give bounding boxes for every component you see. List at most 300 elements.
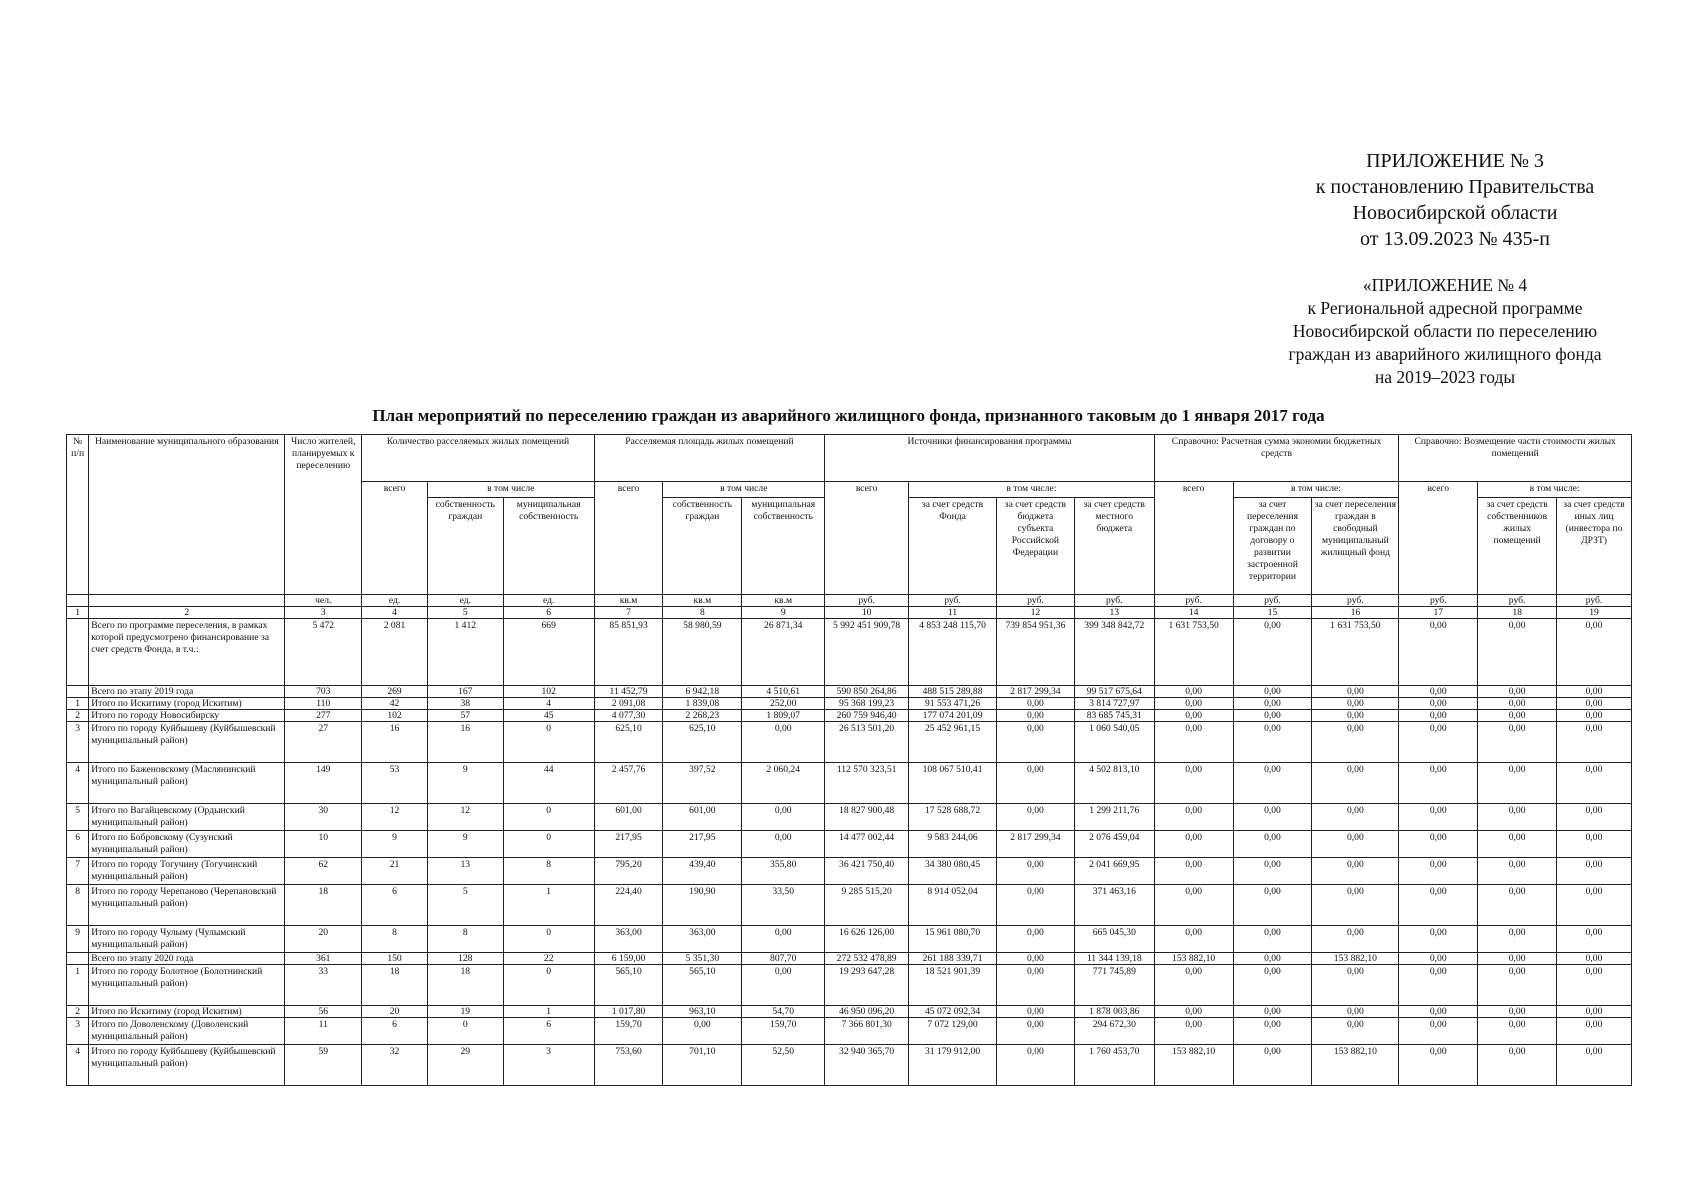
row-value-cell: 54,70 bbox=[742, 1006, 825, 1018]
econ-free-header: за счет переселения граждан в свободный муниципальный жилищный фонд bbox=[1312, 498, 1399, 595]
row-value-cell: 128 bbox=[427, 953, 503, 965]
row-value-cell: 0,00 bbox=[1312, 763, 1399, 804]
row-value-cell: 0,00 bbox=[1557, 710, 1632, 722]
row-value-cell: 252,00 bbox=[742, 698, 825, 710]
table-row bbox=[67, 1018, 1632, 1045]
row-value-cell: 0 bbox=[503, 722, 594, 763]
row-value-cell: 16 bbox=[362, 722, 428, 763]
row-value-cell: 0,00 bbox=[997, 763, 1075, 804]
row-name-cell: Итого по городу Новосибирску bbox=[89, 710, 285, 722]
row-number-cell: 7 bbox=[67, 858, 89, 885]
row-value-cell: 2 817 299,34 bbox=[997, 831, 1075, 858]
unit-cell: руб. bbox=[1478, 595, 1557, 607]
row-value-cell: 601,00 bbox=[594, 804, 663, 831]
row-value-cell: 108 067 510,41 bbox=[909, 763, 997, 804]
row-value-cell: 159,70 bbox=[742, 1018, 825, 1045]
row-value-cell: 0,00 bbox=[1233, 710, 1312, 722]
row-value-cell: 99 517 675,64 bbox=[1074, 686, 1154, 698]
row-number-cell: 5 bbox=[67, 804, 89, 831]
column-number-cell: 13 bbox=[1074, 607, 1154, 619]
row-value-cell: 12 bbox=[362, 804, 428, 831]
row-value-cell: 159,70 bbox=[594, 1018, 663, 1045]
row-value-cell: 1 299 211,76 bbox=[1074, 804, 1154, 831]
row-value-cell: 2 091,08 bbox=[594, 698, 663, 710]
row-value-cell: 6 bbox=[503, 1018, 594, 1045]
column-number-cell: 2 bbox=[89, 607, 285, 619]
row-value-cell: 0,00 bbox=[1557, 858, 1632, 885]
appendix-header-3-line2: к постановлению Правительства bbox=[1315, 176, 1595, 198]
row-value-cell: 27 bbox=[285, 722, 362, 763]
row-value-cell: 0,00 bbox=[1478, 686, 1557, 698]
appendix-header-3-line3: Новосибирской области bbox=[1352, 202, 1558, 224]
row-value-cell: 19 bbox=[427, 1006, 503, 1018]
table-row bbox=[67, 763, 1632, 804]
row-value-cell: 0,00 bbox=[1233, 619, 1312, 686]
column-number-cell: 16 bbox=[1312, 607, 1399, 619]
unit-cell: чел. bbox=[285, 595, 362, 607]
row-value-cell: 10 bbox=[285, 831, 362, 858]
row-name-cell: Итого по городу Чулыму (Чулымский муниципальный район) bbox=[89, 926, 285, 953]
row-value-cell: 0,00 bbox=[1233, 926, 1312, 953]
row-value-cell: 2 817 299,34 bbox=[997, 686, 1075, 698]
unit-cell: ед. bbox=[503, 595, 594, 607]
row-value-cell: 1 631 753,50 bbox=[1154, 619, 1233, 686]
unit-cell: руб. bbox=[909, 595, 997, 607]
unit-cell: руб. bbox=[1233, 595, 1312, 607]
row-value-cell: 0,00 bbox=[1233, 1006, 1312, 1018]
column-number-cell: 11 bbox=[909, 607, 997, 619]
appendix-header-3 bbox=[1270, 148, 1640, 252]
row-value-cell: 0,00 bbox=[997, 885, 1075, 926]
appendix-header-4 bbox=[1240, 274, 1650, 389]
row-value-cell: 22 bbox=[503, 953, 594, 965]
row-value-cell: 9 583 244,06 bbox=[909, 831, 997, 858]
row-value-cell: 85 851,93 bbox=[594, 619, 663, 686]
row-value-cell: 739 854 951,36 bbox=[997, 619, 1075, 686]
row-value-cell: 0,00 bbox=[1312, 965, 1399, 1006]
row-value-cell: 590 850 264,86 bbox=[825, 686, 909, 698]
row-name-cell: Итого по Баженовскому (Маслянинский муниципальный район) bbox=[89, 763, 285, 804]
column-number-cell: 4 bbox=[362, 607, 428, 619]
count-total-header: всего bbox=[362, 482, 428, 595]
row-value-cell: 0,00 bbox=[1399, 686, 1478, 698]
row-value-cell: 0,00 bbox=[1557, 1045, 1632, 1086]
row-value-cell: 0,00 bbox=[1557, 619, 1632, 686]
row-value-cell: 0,00 bbox=[1399, 858, 1478, 885]
row-value-cell: 153 882,10 bbox=[1312, 1045, 1399, 1086]
row-value-cell: 665 045,30 bbox=[1074, 926, 1154, 953]
row-value-cell: 1 412 bbox=[427, 619, 503, 686]
row-value-cell: 102 bbox=[362, 710, 428, 722]
row-value-cell: 0,00 bbox=[997, 722, 1075, 763]
row-value-cell: 0,00 bbox=[742, 722, 825, 763]
row-value-cell: 0,00 bbox=[997, 1018, 1075, 1045]
row-value-cell: 0,00 bbox=[1312, 722, 1399, 763]
row-value-cell: 1 809,07 bbox=[742, 710, 825, 722]
row-value-cell: 0,00 bbox=[997, 965, 1075, 1006]
row-value-cell: 0,00 bbox=[1312, 698, 1399, 710]
row-value-cell: 52,50 bbox=[742, 1045, 825, 1086]
row-value-cell: 363,00 bbox=[594, 926, 663, 953]
row-value-cell: 14 477 002,44 bbox=[825, 831, 909, 858]
row-value-cell: 32 bbox=[362, 1045, 428, 1086]
row-value-cell: 565,10 bbox=[663, 965, 742, 1006]
row-number-cell: 2 bbox=[67, 710, 89, 722]
row-value-cell: 9 285 515,20 bbox=[825, 885, 909, 926]
row-value-cell: 0,00 bbox=[1233, 804, 1312, 831]
row-number-cell: 6 bbox=[67, 831, 89, 858]
row-value-cell: 34 380 080,45 bbox=[909, 858, 997, 885]
row-value-cell: 0,00 bbox=[1478, 1018, 1557, 1045]
row-value-cell: 38 bbox=[427, 698, 503, 710]
row-value-cell: 363,00 bbox=[663, 926, 742, 953]
unit-cell: руб. bbox=[997, 595, 1075, 607]
appendix-header-4-line2: к Региональной адресной программе bbox=[1307, 298, 1583, 318]
row-value-cell: 0,00 bbox=[1557, 1018, 1632, 1045]
table-row bbox=[67, 831, 1632, 858]
row-value-cell: 0,00 bbox=[1233, 763, 1312, 804]
row-value-cell: 0 bbox=[503, 804, 594, 831]
row-value-cell: 0,00 bbox=[1154, 926, 1233, 953]
column-number-cell: 10 bbox=[825, 607, 909, 619]
table-row bbox=[67, 698, 1632, 710]
row-value-cell: 0,00 bbox=[1399, 965, 1478, 1006]
row-value-cell: 0,00 bbox=[1233, 965, 1312, 1006]
row-value-cell: 0 bbox=[503, 831, 594, 858]
row-value-cell: 0,00 bbox=[1478, 926, 1557, 953]
row-value-cell: 149 bbox=[285, 763, 362, 804]
row-value-cell: 9 bbox=[427, 763, 503, 804]
row-value-cell: 0,00 bbox=[1233, 858, 1312, 885]
row-value-cell: 272 532 478,89 bbox=[825, 953, 909, 965]
row-value-cell: 1 839,08 bbox=[663, 698, 742, 710]
column-number-cell: 5 bbox=[427, 607, 503, 619]
row-number-cell: 4 bbox=[67, 763, 89, 804]
unit-cell bbox=[89, 595, 285, 607]
row-value-cell: 7 072 129,00 bbox=[909, 1018, 997, 1045]
table-body bbox=[67, 595, 1632, 1086]
fin-fund-header: за счет средств Фонда bbox=[909, 498, 997, 595]
row-value-cell: 753,60 bbox=[594, 1045, 663, 1086]
row-value-cell: 3 bbox=[503, 1045, 594, 1086]
appendix-header-4-line5: на 2019–2023 годы bbox=[1374, 367, 1516, 387]
unit-cell: руб. bbox=[825, 595, 909, 607]
row-value-cell: 6 bbox=[362, 885, 428, 926]
row-value-cell: 0,00 bbox=[1399, 763, 1478, 804]
document-title: План мероприятий по переселению граждан из аварийного жилищного фонда, признанного таковым до 1 января 2017 года bbox=[372, 406, 1325, 425]
econ-incl-header: в том числе: bbox=[1233, 482, 1399, 498]
col-num-header: № п/п bbox=[67, 435, 89, 595]
row-value-cell: 1 760 453,70 bbox=[1074, 1045, 1154, 1086]
row-value-cell: 0 bbox=[427, 1018, 503, 1045]
row-value-cell: 0,00 bbox=[997, 926, 1075, 953]
row-value-cell: 32 940 365,70 bbox=[825, 1045, 909, 1086]
row-value-cell: 0,00 bbox=[1154, 885, 1233, 926]
appendix-header-3-line1: ПРИЛОЖЕНИЕ № 3 bbox=[1366, 150, 1544, 172]
row-value-cell: 2 081 bbox=[362, 619, 428, 686]
column-number-cell: 3 bbox=[285, 607, 362, 619]
area-own-header: собственность граждан bbox=[663, 498, 742, 595]
row-value-cell: 0,00 bbox=[663, 1018, 742, 1045]
row-value-cell: 0,00 bbox=[997, 858, 1075, 885]
row-value-cell: 2 268,23 bbox=[663, 710, 742, 722]
row-value-cell: 0,00 bbox=[1312, 1018, 1399, 1045]
row-value-cell: 7 366 801,30 bbox=[825, 1018, 909, 1045]
row-value-cell: 58 980,59 bbox=[663, 619, 742, 686]
row-value-cell: 16 626 126,00 bbox=[825, 926, 909, 953]
row-value-cell: 26 871,34 bbox=[742, 619, 825, 686]
row-value-cell: 217,95 bbox=[663, 831, 742, 858]
row-value-cell: 0,00 bbox=[1399, 804, 1478, 831]
comp-total-header: всего bbox=[1399, 482, 1478, 595]
count-own-header: собственность граждан bbox=[427, 498, 503, 595]
row-value-cell: 0,00 bbox=[1557, 686, 1632, 698]
row-value-cell: 0,00 bbox=[1154, 698, 1233, 710]
row-value-cell: 0,00 bbox=[1233, 1018, 1312, 1045]
row-value-cell: 18 bbox=[427, 965, 503, 1006]
row-value-cell: 0,00 bbox=[1154, 858, 1233, 885]
unit-cell: руб. bbox=[1154, 595, 1233, 607]
row-value-cell: 0,00 bbox=[1478, 1006, 1557, 1018]
row-value-cell: 5 bbox=[427, 885, 503, 926]
units-row bbox=[67, 595, 1632, 607]
row-value-cell: 0 bbox=[503, 965, 594, 1006]
row-number-cell bbox=[67, 686, 89, 698]
table-row bbox=[67, 1006, 1632, 1018]
fin-total-header: всего bbox=[825, 482, 909, 595]
row-value-cell: 0,00 bbox=[1478, 953, 1557, 965]
econ-total-header: всего bbox=[1154, 482, 1233, 595]
row-value-cell: 0,00 bbox=[1312, 1006, 1399, 1018]
appendix-header-4-line1: «ПРИЛОЖЕНИЕ № 4 bbox=[1362, 275, 1528, 295]
row-value-cell: 0,00 bbox=[1399, 926, 1478, 953]
row-value-cell: 0,00 bbox=[742, 804, 825, 831]
row-name-cell: Итого по Доволенскому (Доволенский муниципальный район) bbox=[89, 1018, 285, 1045]
row-name-cell: Итого по городу Черепаново (Черепановский муниципальный район) bbox=[89, 885, 285, 926]
group-compensation-header: Справочно: Возмещение части стоимости жилых помещений bbox=[1399, 435, 1632, 482]
row-value-cell: 59 bbox=[285, 1045, 362, 1086]
table-row bbox=[67, 953, 1632, 965]
row-value-cell: 0,00 bbox=[997, 953, 1075, 965]
econ-contract-header: за счет переселения граждан по договору о развитии застроенной территории bbox=[1233, 498, 1312, 595]
row-value-cell: 56 bbox=[285, 1006, 362, 1018]
header-row-1 bbox=[67, 435, 1632, 482]
row-value-cell: 1 878 003,86 bbox=[1074, 1006, 1154, 1018]
row-value-cell: 1 017,80 bbox=[594, 1006, 663, 1018]
row-name-cell: Итого по городу Болотное (Болотнинский муниципальный район) bbox=[89, 965, 285, 1006]
row-value-cell: 703 bbox=[285, 686, 362, 698]
row-value-cell: 0,00 bbox=[1557, 885, 1632, 926]
row-value-cell: 18 bbox=[362, 965, 428, 1006]
count-incl-header: в том числе bbox=[427, 482, 594, 498]
row-value-cell: 9 bbox=[362, 831, 428, 858]
col-name-header: Наименование муниципального образования bbox=[89, 435, 285, 595]
row-name-cell: Всего по этапу 2019 года bbox=[89, 686, 285, 698]
row-value-cell: 261 188 339,71 bbox=[909, 953, 997, 965]
row-value-cell: 20 bbox=[285, 926, 362, 953]
area-municipal-header: муниципальная собственность bbox=[742, 498, 825, 595]
area-incl-header: в том числе bbox=[663, 482, 825, 498]
row-value-cell: 0,00 bbox=[997, 1006, 1075, 1018]
row-value-cell: 11 344 139,18 bbox=[1074, 953, 1154, 965]
row-value-cell: 0,00 bbox=[1312, 686, 1399, 698]
row-value-cell: 0,00 bbox=[1399, 953, 1478, 965]
row-value-cell: 0,00 bbox=[1233, 1045, 1312, 1086]
row-value-cell: 33,50 bbox=[742, 885, 825, 926]
row-value-cell: 361 bbox=[285, 953, 362, 965]
row-value-cell: 8 bbox=[503, 858, 594, 885]
row-value-cell: 8 914 052,04 bbox=[909, 885, 997, 926]
area-total-header: всего bbox=[594, 482, 663, 595]
row-value-cell: 1 bbox=[503, 1006, 594, 1018]
row-value-cell: 2 060,24 bbox=[742, 763, 825, 804]
row-value-cell: 153 882,10 bbox=[1312, 953, 1399, 965]
row-value-cell: 0,00 bbox=[1154, 710, 1233, 722]
column-number-cell: 7 bbox=[594, 607, 663, 619]
row-value-cell: 29 bbox=[427, 1045, 503, 1086]
row-number-cell bbox=[67, 619, 89, 686]
row-value-cell: 0,00 bbox=[1478, 885, 1557, 926]
row-value-cell: 0,00 bbox=[1399, 698, 1478, 710]
row-value-cell: 17 528 688,72 bbox=[909, 804, 997, 831]
row-value-cell: 44 bbox=[503, 763, 594, 804]
row-value-cell: 669 bbox=[503, 619, 594, 686]
row-number-cell: 3 bbox=[67, 1018, 89, 1045]
row-value-cell: 0,00 bbox=[1399, 831, 1478, 858]
unit-cell: кв.м bbox=[594, 595, 663, 607]
row-value-cell: 0,00 bbox=[1478, 722, 1557, 763]
row-number-cell: 8 bbox=[67, 885, 89, 926]
row-value-cell: 439,40 bbox=[663, 858, 742, 885]
row-value-cell: 102 bbox=[503, 686, 594, 698]
row-value-cell: 0,00 bbox=[1233, 722, 1312, 763]
row-value-cell: 0,00 bbox=[1312, 831, 1399, 858]
column-number-cell: 9 bbox=[742, 607, 825, 619]
row-value-cell: 771 745,89 bbox=[1074, 965, 1154, 1006]
row-value-cell: 2 041 669,95 bbox=[1074, 858, 1154, 885]
row-value-cell: 31 179 912,00 bbox=[909, 1045, 997, 1086]
row-value-cell: 15 961 080,70 bbox=[909, 926, 997, 953]
row-value-cell: 5 351,30 bbox=[663, 953, 742, 965]
row-value-cell: 42 bbox=[362, 698, 428, 710]
group-financing-header: Источники финансирования программы bbox=[825, 435, 1155, 482]
appendix-header-4-line4: граждан из аварийного жилищного фонда bbox=[1288, 344, 1602, 364]
comp-other-header: за счет средств иных лиц (инвестора по ДРЗТ) bbox=[1557, 498, 1632, 595]
row-value-cell: 224,40 bbox=[594, 885, 663, 926]
row-value-cell: 0,00 bbox=[1399, 1018, 1478, 1045]
column-number-cell: 8 bbox=[663, 607, 742, 619]
row-value-cell: 0,00 bbox=[1399, 1045, 1478, 1086]
unit-cell: ед. bbox=[362, 595, 428, 607]
unit-cell bbox=[67, 595, 89, 607]
row-value-cell: 91 553 471,26 bbox=[909, 698, 997, 710]
table-row bbox=[67, 722, 1632, 763]
row-name-cell: Итого по городу Куйбышеву (Куйбышевский муниципальный район) bbox=[89, 1045, 285, 1086]
row-value-cell: 18 bbox=[285, 885, 362, 926]
row-value-cell: 0,00 bbox=[1478, 619, 1557, 686]
row-value-cell: 45 072 092,34 bbox=[909, 1006, 997, 1018]
row-value-cell: 277 bbox=[285, 710, 362, 722]
row-value-cell: 0,00 bbox=[1312, 885, 1399, 926]
unit-cell: руб. bbox=[1399, 595, 1478, 607]
row-name-cell: Итого по Искитиму (город Искитим) bbox=[89, 1006, 285, 1018]
unit-cell: руб. bbox=[1312, 595, 1399, 607]
row-value-cell: 625,10 bbox=[594, 722, 663, 763]
count-municipal-header: муниципальная собственность bbox=[503, 498, 594, 595]
row-value-cell: 3 814 727,97 bbox=[1074, 698, 1154, 710]
row-name-cell: Итого по Искитиму (город Искитим) bbox=[89, 698, 285, 710]
unit-cell: руб. bbox=[1074, 595, 1154, 607]
row-number-cell bbox=[67, 953, 89, 965]
row-value-cell: 0,00 bbox=[1478, 698, 1557, 710]
row-value-cell: 0,00 bbox=[1312, 710, 1399, 722]
row-value-cell: 18 827 900,48 bbox=[825, 804, 909, 831]
row-name-cell: Итого по Вагайцевскому (Ордынский муниципальный район) bbox=[89, 804, 285, 831]
row-number-cell: 2 bbox=[67, 1006, 89, 1018]
row-value-cell: 294 672,30 bbox=[1074, 1018, 1154, 1045]
row-value-cell: 0,00 bbox=[742, 831, 825, 858]
row-number-cell: 3 bbox=[67, 722, 89, 763]
row-value-cell: 0,00 bbox=[1312, 926, 1399, 953]
row-value-cell: 6 159,00 bbox=[594, 953, 663, 965]
column-number-cell: 18 bbox=[1478, 607, 1557, 619]
row-value-cell: 18 521 901,39 bbox=[909, 965, 997, 1006]
row-name-cell: Итого по городу Тогучину (Тогучинский муниципальный район) bbox=[89, 858, 285, 885]
row-value-cell: 0,00 bbox=[1399, 710, 1478, 722]
row-value-cell: 4 853 248 115,70 bbox=[909, 619, 997, 686]
row-value-cell: 601,00 bbox=[663, 804, 742, 831]
unit-cell: кв.м bbox=[663, 595, 742, 607]
row-value-cell: 565,10 bbox=[594, 965, 663, 1006]
row-value-cell: 0,00 bbox=[1557, 722, 1632, 763]
row-value-cell: 4 077,30 bbox=[594, 710, 663, 722]
row-number-cell: 1 bbox=[67, 698, 89, 710]
row-value-cell: 807,70 bbox=[742, 953, 825, 965]
col-people-header: Число жителей, планируемых к переселению bbox=[285, 435, 362, 595]
column-number-row bbox=[67, 607, 1632, 619]
row-value-cell: 795,20 bbox=[594, 858, 663, 885]
column-number-cell: 19 bbox=[1557, 607, 1632, 619]
row-value-cell: 260 759 946,40 bbox=[825, 710, 909, 722]
row-value-cell: 19 293 647,28 bbox=[825, 965, 909, 1006]
row-name-cell: Всего по программе переселения, в рамках которой предусмотрено финансирование за счет средств Фонда, в т.ч.: bbox=[89, 619, 285, 686]
row-value-cell: 0,00 bbox=[997, 710, 1075, 722]
fin-subject-header: за счет средств бюджета субъекта Российской Федерации bbox=[997, 498, 1075, 595]
row-value-cell: 46 950 096,20 bbox=[825, 1006, 909, 1018]
row-value-cell: 371 463,16 bbox=[1074, 885, 1154, 926]
row-value-cell: 21 bbox=[362, 858, 428, 885]
row-value-cell: 0,00 bbox=[1557, 965, 1632, 1006]
row-value-cell: 6 942,18 bbox=[663, 686, 742, 698]
group-count-header: Количество расселяемых жилых помещений bbox=[362, 435, 595, 482]
row-number-cell: 1 bbox=[67, 965, 89, 1006]
row-value-cell: 355,80 bbox=[742, 858, 825, 885]
row-value-cell: 0,00 bbox=[1233, 686, 1312, 698]
row-value-cell: 9 bbox=[427, 831, 503, 858]
row-value-cell: 2 076 459,04 bbox=[1074, 831, 1154, 858]
row-value-cell: 12 bbox=[427, 804, 503, 831]
table-row bbox=[67, 1045, 1632, 1086]
row-value-cell: 0,00 bbox=[1154, 1006, 1233, 1018]
row-value-cell: 0,00 bbox=[997, 804, 1075, 831]
column-number-cell: 15 bbox=[1233, 607, 1312, 619]
row-value-cell: 2 457,76 bbox=[594, 763, 663, 804]
row-value-cell: 83 685 745,31 bbox=[1074, 710, 1154, 722]
row-value-cell: 399 348 842,72 bbox=[1074, 619, 1154, 686]
row-value-cell: 153 882,10 bbox=[1154, 1045, 1233, 1086]
column-number-cell: 17 bbox=[1399, 607, 1478, 619]
row-value-cell: 625,10 bbox=[663, 722, 742, 763]
